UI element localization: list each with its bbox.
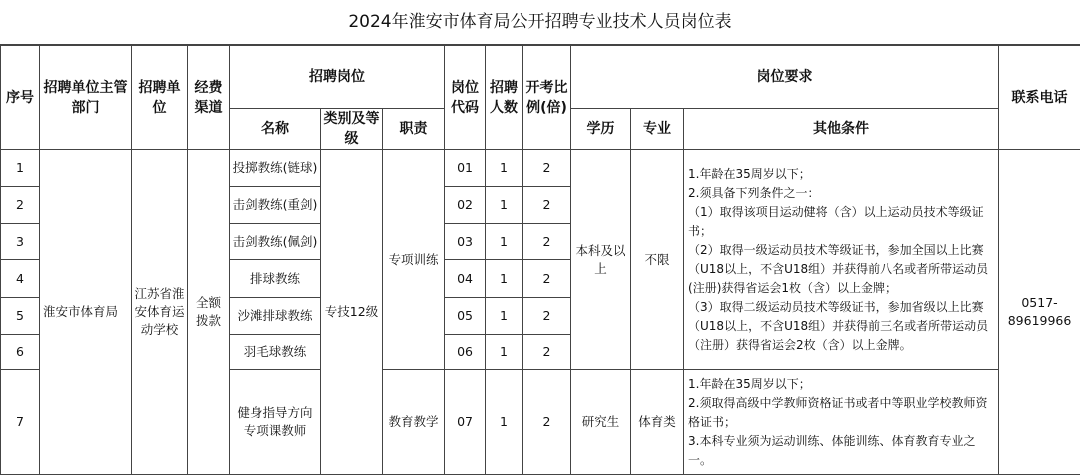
- name-cell: 健身指导方向专项课教师: [230, 370, 321, 475]
- header-pos-duty: 职责: [383, 109, 445, 150]
- name-cell: 投掷教练(链球): [230, 150, 321, 187]
- name-cell: 沙滩排球教练: [230, 298, 321, 335]
- count-cell: 1: [486, 187, 523, 224]
- header-major: 专业: [631, 109, 684, 150]
- header-seq: 序号: [1, 46, 40, 150]
- other-conditions-cell: [684, 370, 999, 475]
- code-cell: 01: [445, 150, 486, 187]
- table-row: [1, 150, 1080, 187]
- condition-line: 1.年龄在35周岁以下；: [688, 375, 994, 394]
- code-cell: 04: [445, 260, 486, 298]
- condition-line: 2.须取得高级中学教师资格证书或者中等职业学校教师资格证书；: [688, 394, 994, 432]
- header-other: 其他条件: [684, 109, 999, 150]
- other-conditions-cell: [684, 150, 999, 370]
- header-phone: 联系电话: [999, 46, 1080, 150]
- code-cell: 06: [445, 335, 486, 370]
- code-cell: 05: [445, 298, 486, 335]
- ratio-cell: 2: [523, 187, 571, 224]
- seq-cell: 6: [1, 335, 40, 370]
- ratio-cell: 2: [523, 260, 571, 298]
- count-cell: 1: [486, 260, 523, 298]
- page-title: 2024年淮安市体育局公开招聘专业技术人员岗位表: [0, 0, 1080, 45]
- unit-cell: 江苏省淮安体育运动学校: [132, 150, 188, 475]
- dept-cell: 淮安市体育局: [40, 150, 132, 475]
- condition-line: （1）取得该项目运动健将（含）以上运动员技术等级证书；: [688, 203, 994, 241]
- ratio-cell: 2: [523, 335, 571, 370]
- code-cell: 07: [445, 370, 486, 475]
- level-cell: 专技12级: [321, 150, 383, 475]
- condition-line: 1.年龄在35周岁以下；: [688, 165, 994, 184]
- seq-cell: 4: [1, 260, 40, 298]
- count-cell: 1: [486, 298, 523, 335]
- header-fund: 经费渠道: [188, 46, 230, 150]
- seq-cell: 1: [1, 150, 40, 187]
- name-cell: 击剑教练(重剑): [230, 187, 321, 224]
- count-cell: 1: [486, 150, 523, 187]
- seq-cell: 2: [1, 187, 40, 224]
- name-cell: 羽毛球教练: [230, 335, 321, 370]
- major-cell: 体育类: [631, 370, 684, 475]
- condition-line: 3.本科专业须为运动训练、体能训练、体育教育专业之一。: [688, 432, 994, 470]
- seq-cell: 3: [1, 224, 40, 260]
- ratio-cell: 2: [523, 150, 571, 187]
- header-ratio: 开考比例(倍): [523, 46, 571, 150]
- condition-line: 2.须具备下列条件之一：: [688, 184, 994, 203]
- ratio-cell: 2: [523, 298, 571, 335]
- positions-table: [0, 45, 1080, 475]
- header-pos-level: 类别及等级: [321, 109, 383, 150]
- duty-cell: 专项训练: [383, 150, 445, 370]
- header-unit: 招聘单位: [132, 46, 188, 150]
- header-code: 岗位代码: [445, 46, 486, 150]
- header-dept: 招聘单位主管部门: [40, 46, 132, 150]
- code-cell: 03: [445, 224, 486, 260]
- header-edu: 学历: [571, 109, 631, 150]
- duty-cell: 教育教学: [383, 370, 445, 475]
- header-position: 招聘岗位: [230, 46, 445, 109]
- name-cell: 排球教练: [230, 260, 321, 298]
- phone-cell: 0517-89619966: [999, 150, 1080, 475]
- edu-cell: 研究生: [571, 370, 631, 475]
- count-cell: 1: [486, 224, 523, 260]
- code-cell: 02: [445, 187, 486, 224]
- seq-cell: 7: [1, 370, 40, 475]
- count-cell: 1: [486, 335, 523, 370]
- condition-line: （2）取得一级运动员技术等级证书，参加全国以上比赛（U18以上，不含U18组）并获得前八名或者所带运动员(注册)获得省运会1枚（含）以上金牌；: [688, 241, 994, 298]
- condition-line: （3）取得二级运动员技术等级证书，参加省级以上比赛（U18以上，不含U18组）并获得前三名或者所带运动员（注册）获得省运会2枚（含）以上金牌。: [688, 298, 994, 355]
- header-req: 岗位要求: [571, 46, 999, 109]
- ratio-cell: 2: [523, 370, 571, 475]
- count-cell: 1: [486, 370, 523, 475]
- edu-cell: 本科及以上: [571, 150, 631, 370]
- seq-cell: 5: [1, 298, 40, 335]
- major-cell: 不限: [631, 150, 684, 370]
- fund-cell: 全额拨款: [188, 150, 230, 475]
- header-pos-name: 名称: [230, 109, 321, 150]
- ratio-cell: 2: [523, 224, 571, 260]
- header-count: 招聘人数: [486, 46, 523, 150]
- name-cell: 击剑教练(佩剑): [230, 224, 321, 260]
